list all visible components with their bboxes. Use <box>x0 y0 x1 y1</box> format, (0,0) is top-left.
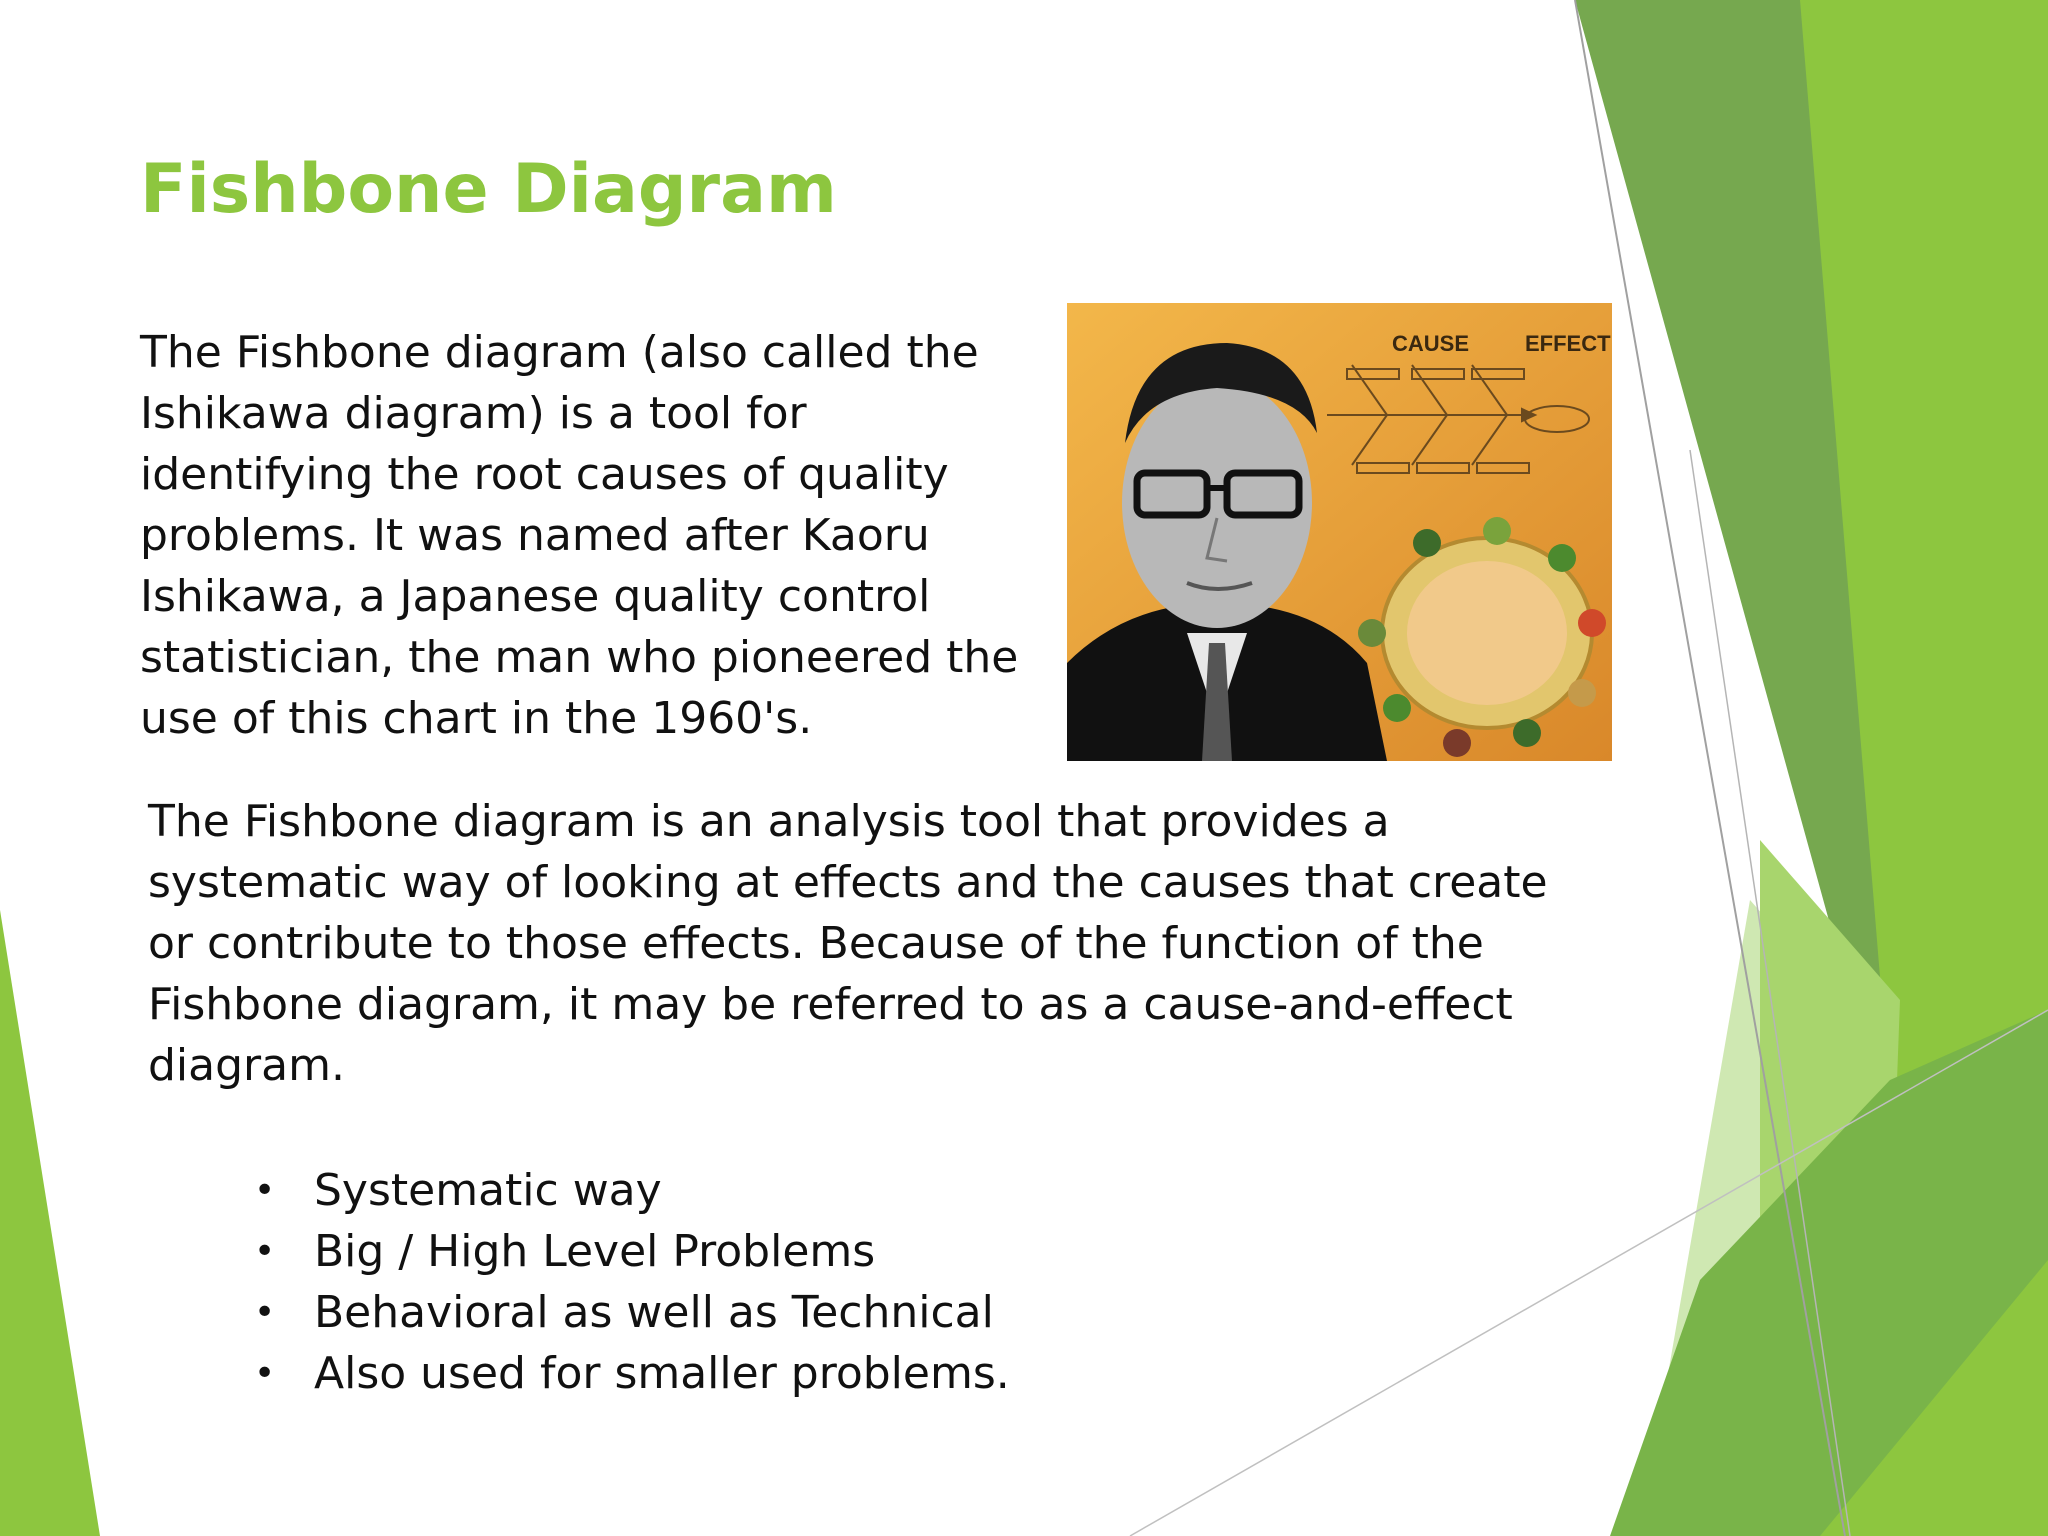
bullet-text: Big / High Level Problems <box>314 1226 876 1277</box>
decor-left-green <box>0 910 100 1536</box>
bullet-icon: • <box>254 1170 276 1211</box>
bullet-text: Behavioral as well as Technical <box>314 1287 994 1338</box>
bullet-list <box>240 1160 1010 1404</box>
cause-label: CAUSE <box>1392 331 1470 356</box>
list-item <box>240 1221 1010 1282</box>
list-item <box>240 1282 1010 1343</box>
bullet-icon: • <box>254 1292 276 1333</box>
bullet-icon: • <box>254 1231 276 1272</box>
ishikawa-photo <box>1067 303 1612 761</box>
list-item <box>240 1343 1010 1404</box>
effect-label: EFFECT <box>1525 331 1611 356</box>
bullet-icon: • <box>254 1353 276 1394</box>
intro-paragraph: The Fishbone diagram (also called the Ishikawa diagram) is a tool for identifying the root causes of quality problems. It was named after Kaoru Ishikawa, a Japanese quality control statistician, the man who pioneered the use of this chart in the 1960's. <box>140 327 1019 744</box>
list-item <box>240 1160 1010 1221</box>
slide-title: Fishbone Diagram <box>140 150 837 229</box>
analysis-paragraph: The Fishbone diagram is an analysis tool that provides a systematic way of looking at effects and the causes that create or contribute to those effects. Because of the function of the Fishbone diagram, it may be referred to as a cause-and-effect diagram. <box>148 796 1548 1091</box>
bullet-text: Also used for smaller problems. <box>314 1348 1010 1399</box>
bullet-text: Systematic way <box>314 1165 662 1216</box>
